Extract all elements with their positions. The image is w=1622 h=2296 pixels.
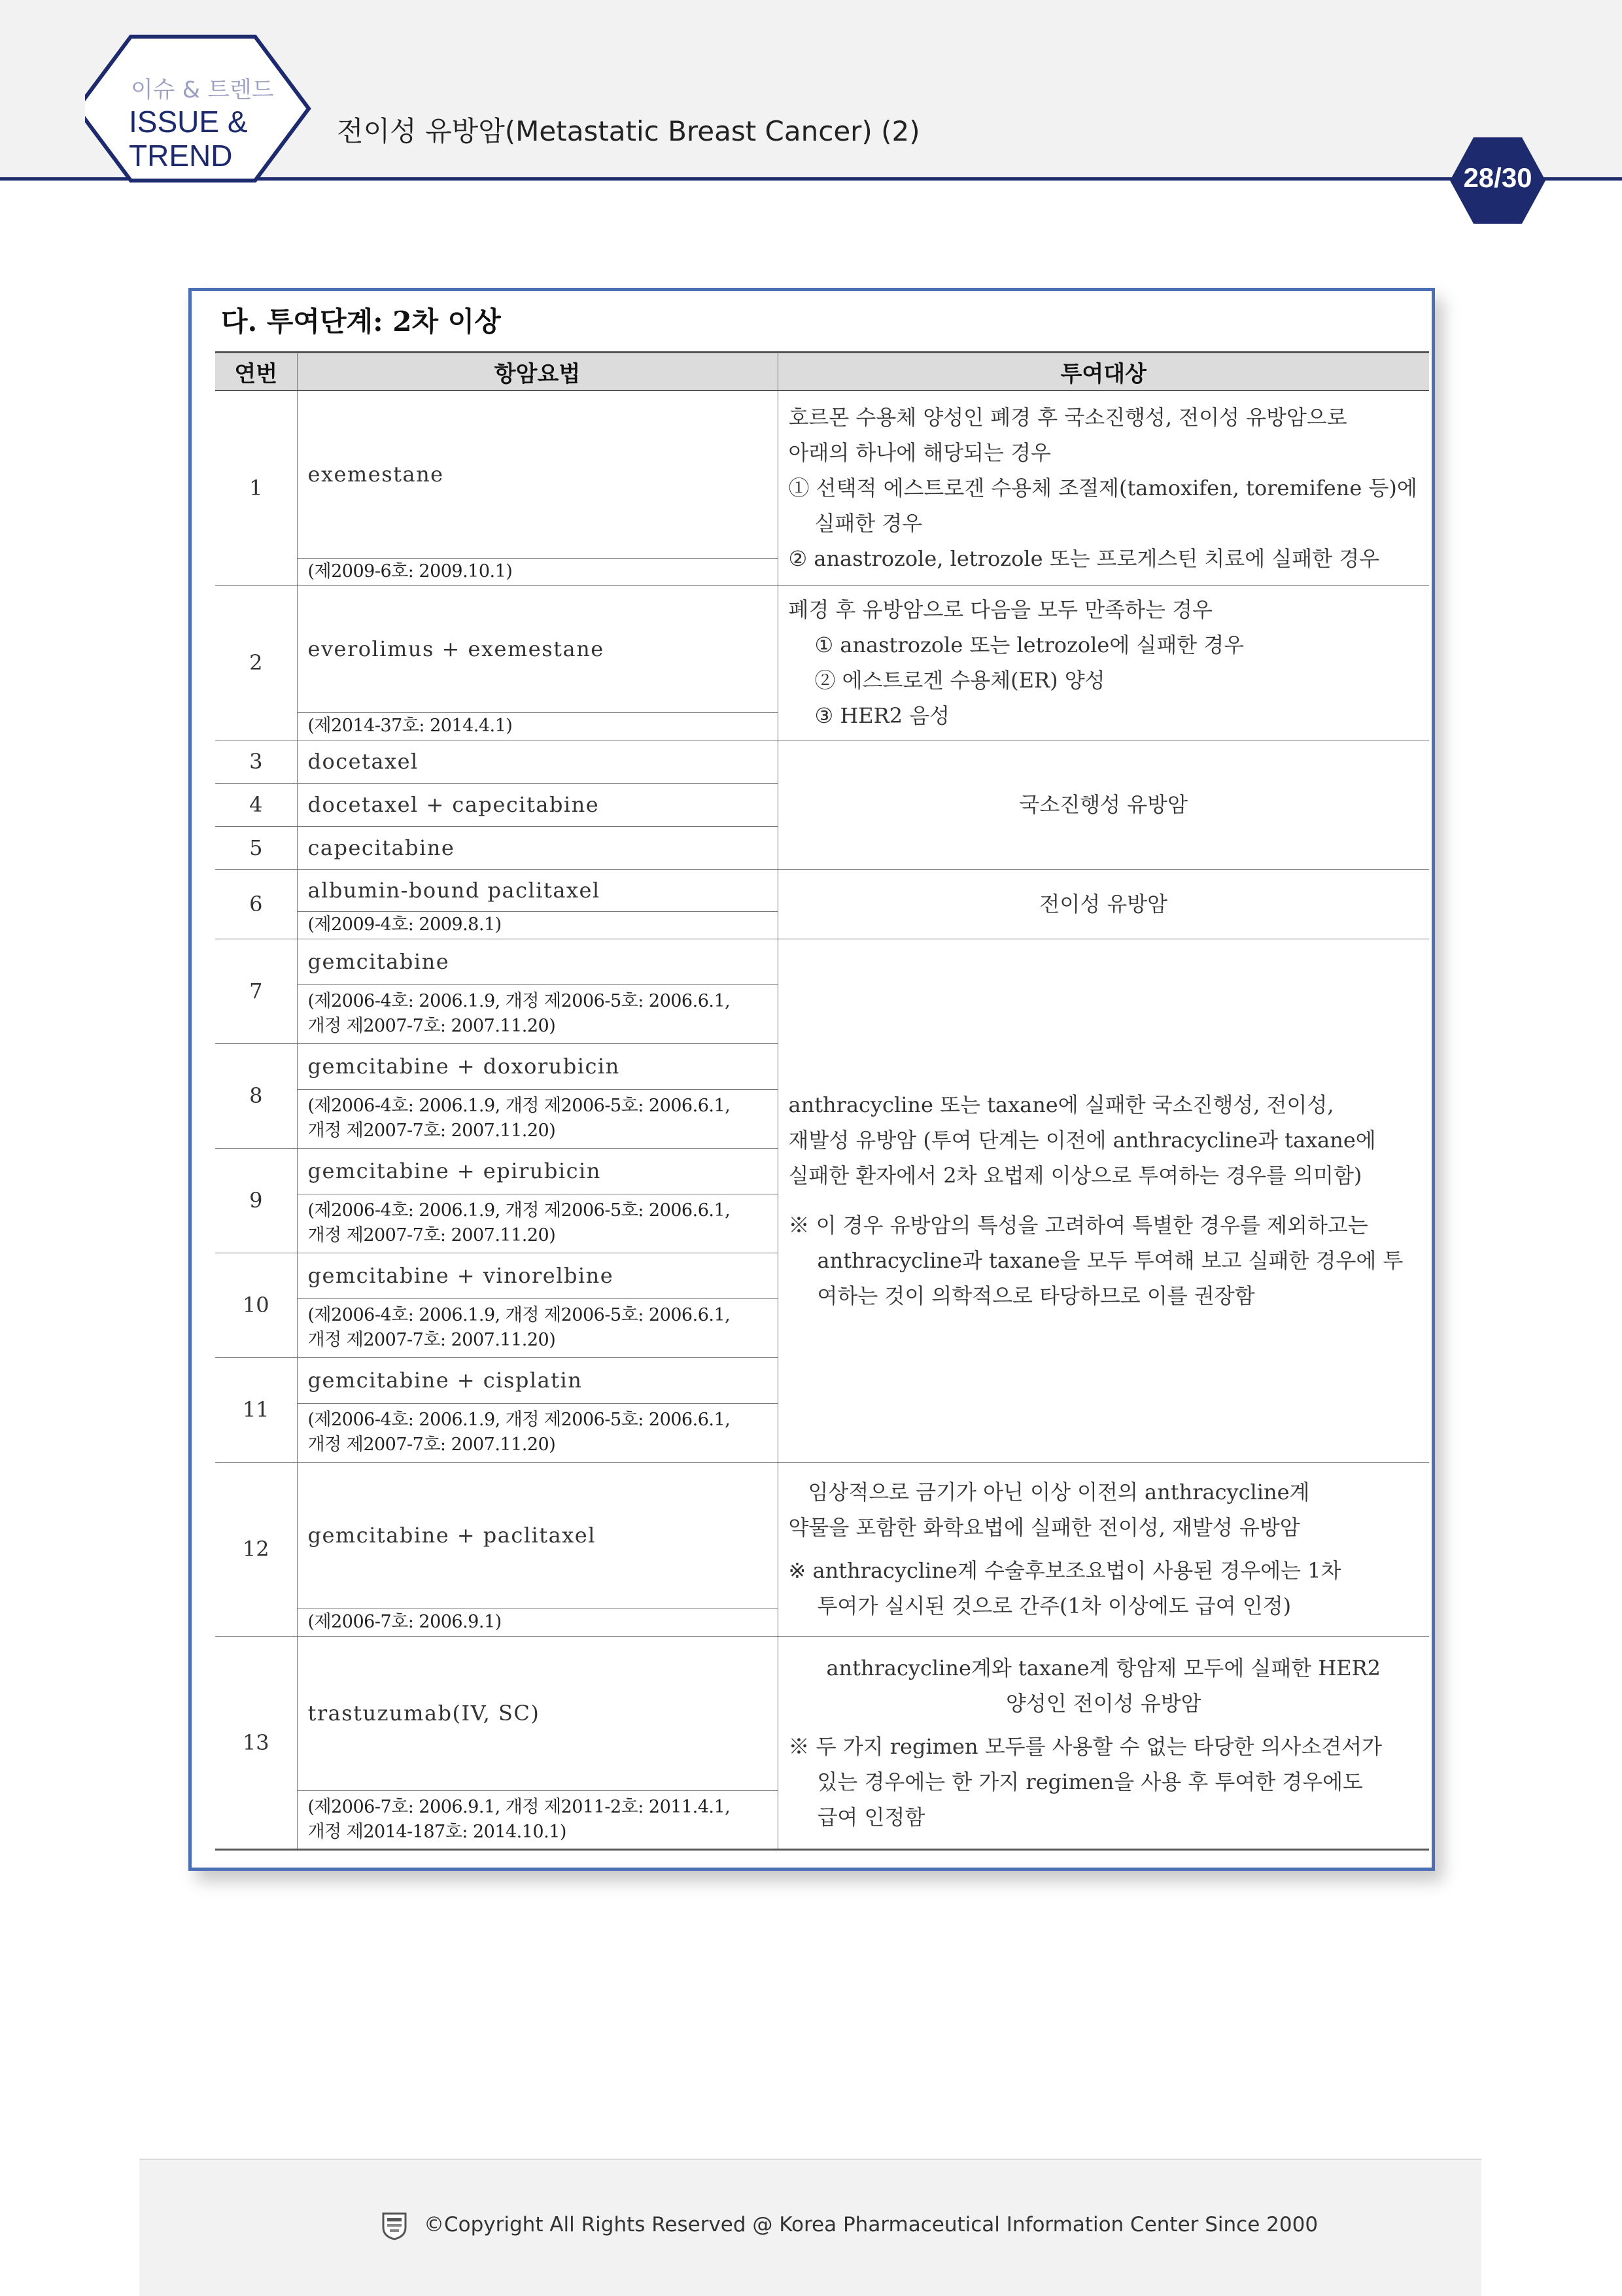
regimen-note: (제2006-4호: 2006.1.9, 개정 제2006-5호: 2006.6.1, 개정 제2007-7호: 2007.11.20) (297, 1403, 778, 1462)
regimen-note: (제2006-7호: 2006.9.1, 개정 제2011-2호: 2011.4.1, 개정 제2014-187호: 2014.10.1) (297, 1790, 778, 1849)
page-number: 28/30 (1463, 162, 1532, 193)
regimen-name: capecitabine (297, 826, 778, 869)
row-number: 3 (215, 740, 297, 783)
target-line: ② 에스트로겐 수용체(ER) 양성 (814, 668, 1105, 693)
table-row (215, 1462, 1429, 1609)
regimen-name: albumin-bound paclitaxel (297, 869, 778, 911)
target-description (778, 939, 1429, 1462)
regimen-note: (제2009-4호: 2009.8.1) (297, 911, 778, 939)
row-number: 10 (215, 1253, 297, 1357)
target-line: 양성인 전이성 유방암 (1005, 1690, 1201, 1716)
regimen-name: gemcitabine + paclitaxel (297, 1462, 778, 1609)
target-description: 전이성 유방암 (778, 869, 1429, 939)
target-line: 여하는 것이 의학적으로 타당하므로 이를 권장함 (817, 1283, 1255, 1308)
target-line: 약물을 포함한 화학요법에 실패한 전이성, 재발성 유방암 (788, 1515, 1300, 1540)
logo-korean-label: 이슈 & 트렌드 (131, 77, 274, 103)
table-row (215, 585, 1429, 712)
column-header-regimen: 항암요법 (297, 353, 778, 391)
target-description (778, 1636, 1429, 1849)
target-line: anthracycline계와 taxane계 항암제 모두에 실패한 HER2 (826, 1655, 1381, 1680)
target-line: anthracycline 또는 taxane에 실패한 국소진행성, 전이성, (788, 1092, 1334, 1117)
regimen-name: gemcitabine + doxorubicin (297, 1043, 778, 1089)
regimen-note: (제2006-4호: 2006.1.9, 개정 제2006-5호: 2006.6.1, 개정 제2007-7호: 2007.11.20) (297, 1089, 778, 1148)
target-description (778, 391, 1429, 585)
logo-issue-trend (129, 105, 248, 173)
regimen-note: (제2006-4호: 2006.1.9, 개정 제2006-5호: 2006.6.1, 개정 제2007-7호: 2007.11.20) (297, 984, 778, 1043)
row-number: 8 (215, 1043, 297, 1148)
regimen-name: gemcitabine (297, 939, 778, 984)
regimen-name: gemcitabine + epirubicin (297, 1148, 778, 1194)
table-header-row (215, 353, 1429, 391)
target-line: anthracycline과 taxane을 모두 투여해 보고 실패한 경우에 투 (817, 1248, 1404, 1273)
table-row (215, 869, 1429, 911)
regimen-note: (제2006-4호: 2006.1.9, 개정 제2006-5호: 2006.6.1, 개정 제2007-7호: 2007.11.20) (297, 1194, 778, 1253)
column-header-target: 투여대상 (778, 353, 1429, 391)
target-line: 폐경 후 유방암으로 다음을 모두 만족하는 경우 (788, 597, 1213, 622)
target-line: 아래의 하나에 해당되는 경우 (788, 440, 1051, 466)
target-line: ※ 이 경우 유방암의 특성을 고려하여 특별한 경우를 제외하고는 (788, 1213, 1368, 1238)
section-title: 다. 투여단계: 2차 이상 (221, 305, 501, 338)
target-line: ① 선택적 에스트로겐 수용체 조절제(tamoxifen, toremifene 등)에 (788, 476, 1417, 501)
table-row (215, 1636, 1429, 1790)
target-line: ※ anthracycline계 수술후보조요법이 사용된 경우에는 1차 (788, 1558, 1341, 1583)
target-line: 실패한 경우 (814, 511, 923, 536)
row-number: 7 (215, 939, 297, 1043)
regimen-note: (제2014-37호: 2014.4.1) (297, 712, 778, 740)
target-line: 실패한 환자에서 2차 요법제 이상으로 투여하는 경우를 의미함) (788, 1163, 1362, 1188)
target-line: 임상적으로 금기가 아닌 이상 이전의 anthracycline계 (808, 1480, 1310, 1505)
row-number: 4 (215, 783, 297, 826)
target-description (778, 1462, 1429, 1636)
page-title: 전이성 유방암(Metastatic Breast Cancer) (2) (337, 115, 920, 147)
regimen-note: (제2009-6호: 2009.10.1) (297, 558, 778, 585)
column-header-no: 연번 (215, 353, 297, 391)
row-number: 12 (215, 1462, 297, 1636)
row-number: 13 (215, 1636, 297, 1849)
dosing-table (215, 351, 1429, 1851)
row-number: 11 (215, 1357, 297, 1462)
row-number: 9 (215, 1148, 297, 1253)
regimen-name: gemcitabine + vinorelbine (297, 1253, 778, 1298)
regimen-name: docetaxel + capecitabine (297, 783, 778, 826)
kpic-logo-icon (381, 2212, 407, 2240)
target-line: ① anastrozole 또는 letrozole에 실패한 경우 (814, 633, 1245, 657)
target-line: 재발성 유방암 (투여 단계는 이전에 anthracycline과 taxane에 (788, 1128, 1376, 1153)
target-description (778, 585, 1429, 740)
target-line: ③ HER2 음성 (814, 703, 950, 728)
regimen-name: trastuzumab(IV, SC) (297, 1636, 778, 1790)
row-number: 2 (215, 585, 297, 740)
logo-line-1: ISSUE & (129, 105, 248, 139)
regimen-name: docetaxel (297, 740, 778, 783)
target-line: 투여가 실시된 것으로 간주(1차 이상에도 급여 인정) (817, 1593, 1292, 1618)
table-row (215, 939, 1429, 984)
document-table-frame (188, 288, 1435, 1871)
row-number: 5 (215, 826, 297, 869)
regimen-note: (제2006-7호: 2006.9.1) (297, 1609, 778, 1636)
regimen-name: everolimus + exemestane (297, 585, 778, 712)
regimen-note: (제2006-4호: 2006.1.9, 개정 제2006-5호: 2006.6.1, 개정 제2007-7호: 2007.11.20) (297, 1298, 778, 1357)
regimen-name: gemcitabine + cisplatin (297, 1357, 778, 1403)
table-row (215, 391, 1429, 558)
row-number: 1 (215, 391, 297, 585)
logo-line-2: TREND (129, 139, 233, 173)
regimen-name: exemestane (297, 391, 778, 558)
row-number: 6 (215, 869, 297, 939)
target-description: 국소진행성 유방암 (778, 740, 1429, 869)
target-line: 급여 인정함 (817, 1804, 925, 1830)
target-line: 호르몬 수용체 양성인 폐경 후 국소진행성, 전이성 유방암으로 (788, 405, 1347, 430)
copyright-text: ©Copyright All Rights Reserved @ Korea Pharmaceutical Information Center Since 2000 (424, 2213, 1319, 2236)
target-line: ② anastrozole, letrozole 또는 프로게스틴 치료에 실패한 경우 (788, 546, 1380, 572)
table-row (215, 740, 1429, 783)
target-line: 있는 경우에는 한 가지 regimen을 사용 후 투여한 경우에도 (817, 1769, 1363, 1794)
target-line: ※ 두 가지 regimen 모두를 사용할 수 없는 타당한 의사소견서가 (788, 1733, 1383, 1759)
